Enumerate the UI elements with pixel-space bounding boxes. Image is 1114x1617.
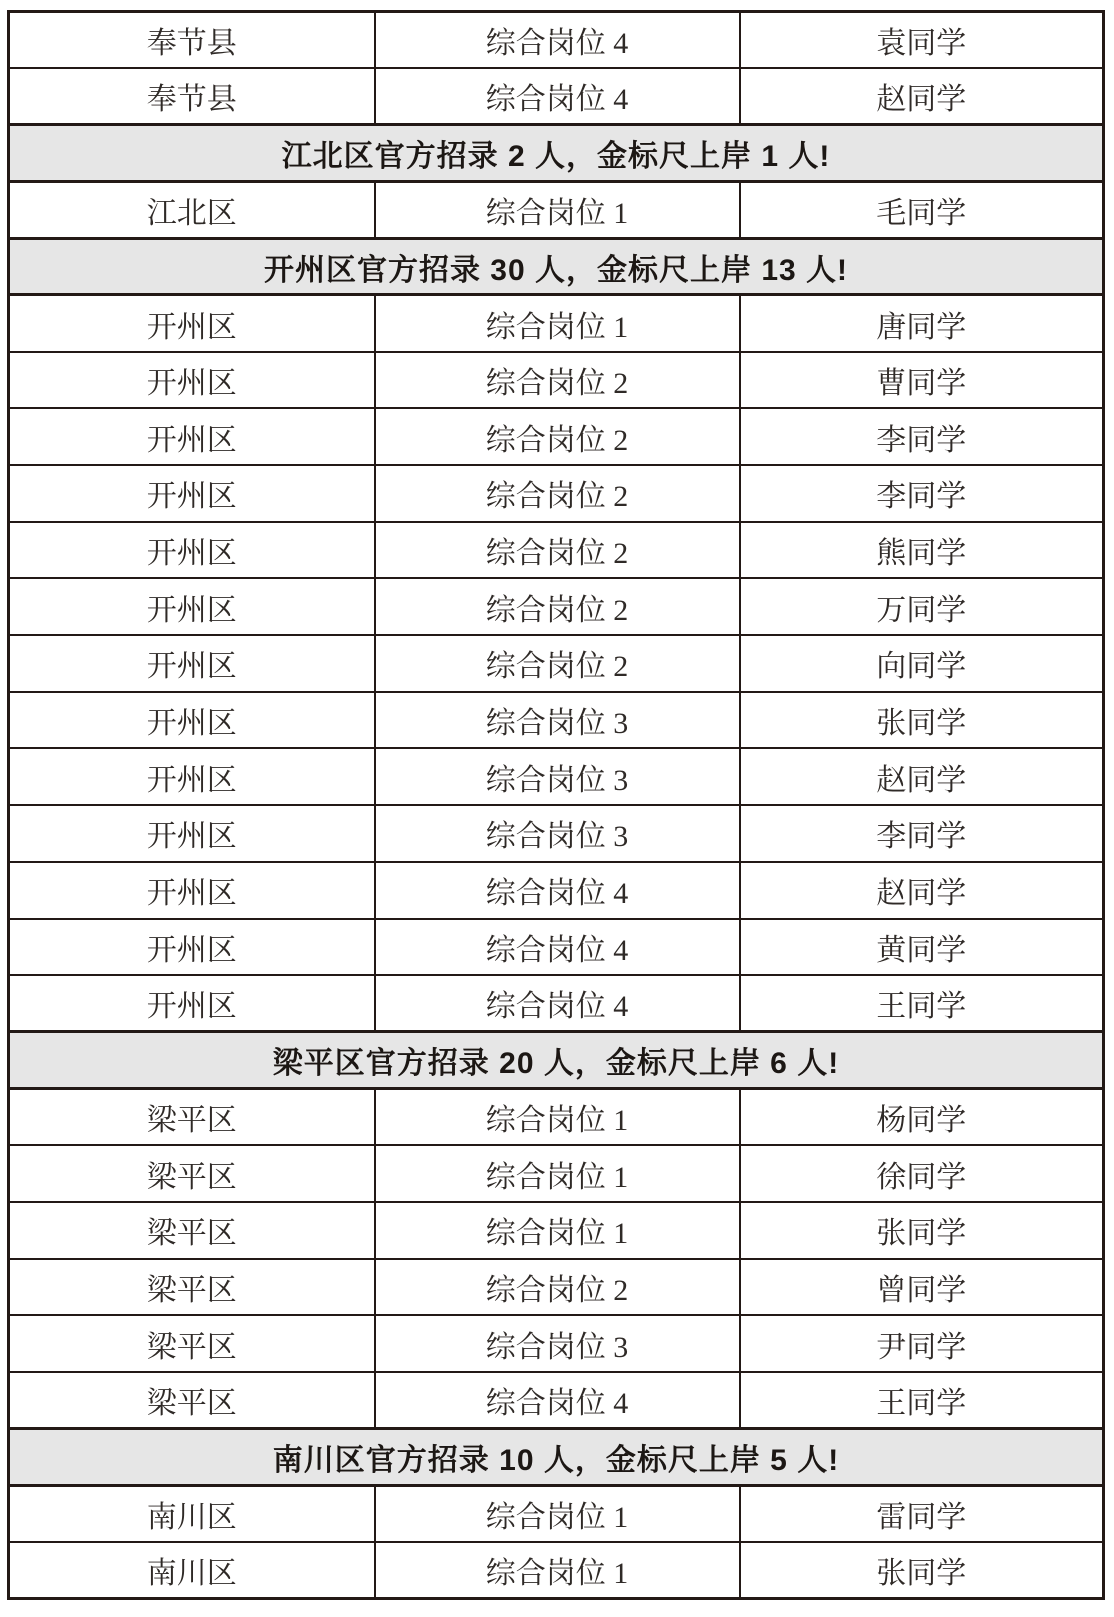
section-header-row [9,125,1104,182]
position-cell: 综合岗位 1 [375,1145,740,1202]
table-row [9,408,1104,465]
position-cell: 综合岗位 3 [375,748,740,805]
student-cell: 李同学 [740,805,1104,862]
table-row [9,465,1104,522]
section-header: 梁平区官方招录 20 人，金标尺上岸 6 人! [9,1032,1104,1089]
region-cell: 开州区 [9,635,375,692]
student-cell: 张同学 [740,1202,1104,1259]
position-cell: 综合岗位 4 [375,68,740,125]
table-row [9,805,1104,862]
region-cell: 开州区 [9,919,375,976]
position-cell: 综合岗位 4 [375,975,740,1032]
student-cell: 徐同学 [740,1145,1104,1202]
table-row [9,1145,1104,1202]
position-cell: 综合岗位 2 [375,352,740,409]
position-cell: 综合岗位 2 [375,578,740,635]
table-row [9,1202,1104,1259]
region-cell: 江北区 [9,182,375,239]
position-cell: 综合岗位 2 [375,635,740,692]
position-cell: 综合岗位 1 [375,1202,740,1259]
table-row [9,635,1104,692]
region-cell: 开州区 [9,408,375,465]
table-row [9,68,1104,125]
region-cell: 开州区 [9,352,375,409]
section-header: 南川区官方招录 10 人，金标尺上岸 5 人! [9,1429,1104,1486]
position-cell: 综合岗位 2 [375,1259,740,1316]
table-row [9,578,1104,635]
table-row [9,919,1104,976]
student-cell: 万同学 [740,578,1104,635]
student-cell: 张同学 [740,692,1104,749]
region-cell: 梁平区 [9,1259,375,1316]
region-cell: 奉节县 [9,68,375,125]
position-cell: 综合岗位 1 [375,1089,740,1146]
recruitment-results-table [7,10,1105,1600]
student-cell: 赵同学 [740,862,1104,919]
position-cell: 综合岗位 3 [375,692,740,749]
table-row [9,1372,1104,1429]
position-cell: 综合岗位 4 [375,919,740,976]
table-row [9,1485,1104,1542]
region-cell: 开州区 [9,748,375,805]
position-cell: 综合岗位 2 [375,408,740,465]
region-cell: 梁平区 [9,1315,375,1372]
position-cell: 综合岗位 2 [375,522,740,579]
section-header-row [9,1032,1104,1089]
student-cell: 毛同学 [740,182,1104,239]
region-cell: 开州区 [9,805,375,862]
region-cell: 梁平区 [9,1372,375,1429]
position-cell: 综合岗位 2 [375,465,740,522]
region-cell: 开州区 [9,295,375,352]
section-header-row [9,238,1104,295]
section-header-row [9,1429,1104,1486]
table-row [9,352,1104,409]
student-cell: 王同学 [740,1372,1104,1429]
position-cell: 综合岗位 1 [375,1542,740,1599]
position-cell: 综合岗位 1 [375,182,740,239]
table-row [9,862,1104,919]
student-cell: 黄同学 [740,919,1104,976]
table-row [9,182,1104,239]
position-cell: 综合岗位 4 [375,1372,740,1429]
region-cell: 南川区 [9,1542,375,1599]
student-cell: 尹同学 [740,1315,1104,1372]
position-cell: 综合岗位 3 [375,1315,740,1372]
student-cell: 李同学 [740,408,1104,465]
student-cell: 赵同学 [740,748,1104,805]
position-cell: 综合岗位 4 [375,862,740,919]
student-cell: 袁同学 [740,12,1104,69]
region-cell: 奉节县 [9,12,375,69]
table-row [9,1315,1104,1372]
table-row [9,295,1104,352]
table-body [9,12,1104,1599]
region-cell: 梁平区 [9,1089,375,1146]
section-header: 开州区官方招录 30 人，金标尺上岸 13 人! [9,238,1104,295]
table-row [9,748,1104,805]
position-cell: 综合岗位 4 [375,12,740,69]
position-cell: 综合岗位 1 [375,295,740,352]
position-cell: 综合岗位 3 [375,805,740,862]
student-cell: 赵同学 [740,68,1104,125]
region-cell: 南川区 [9,1485,375,1542]
student-cell: 向同学 [740,635,1104,692]
student-cell: 张同学 [740,1542,1104,1599]
region-cell: 开州区 [9,465,375,522]
table-row [9,975,1104,1032]
table-row [9,692,1104,749]
student-cell: 王同学 [740,975,1104,1032]
position-cell: 综合岗位 1 [375,1485,740,1542]
region-cell: 开州区 [9,862,375,919]
student-cell: 曾同学 [740,1259,1104,1316]
table-row [9,1542,1104,1599]
student-cell: 雷同学 [740,1485,1104,1542]
region-cell: 开州区 [9,578,375,635]
student-cell: 唐同学 [740,295,1104,352]
student-cell: 李同学 [740,465,1104,522]
region-cell: 梁平区 [9,1202,375,1259]
table-row [9,1259,1104,1316]
region-cell: 开州区 [9,975,375,1032]
student-cell: 杨同学 [740,1089,1104,1146]
table-row [9,1089,1104,1146]
region-cell: 开州区 [9,692,375,749]
region-cell: 开州区 [9,522,375,579]
table-row [9,12,1104,69]
table-row [9,522,1104,579]
student-cell: 曹同学 [740,352,1104,409]
student-cell: 熊同学 [740,522,1104,579]
region-cell: 梁平区 [9,1145,375,1202]
section-header: 江北区官方招录 2 人，金标尺上岸 1 人! [9,125,1104,182]
